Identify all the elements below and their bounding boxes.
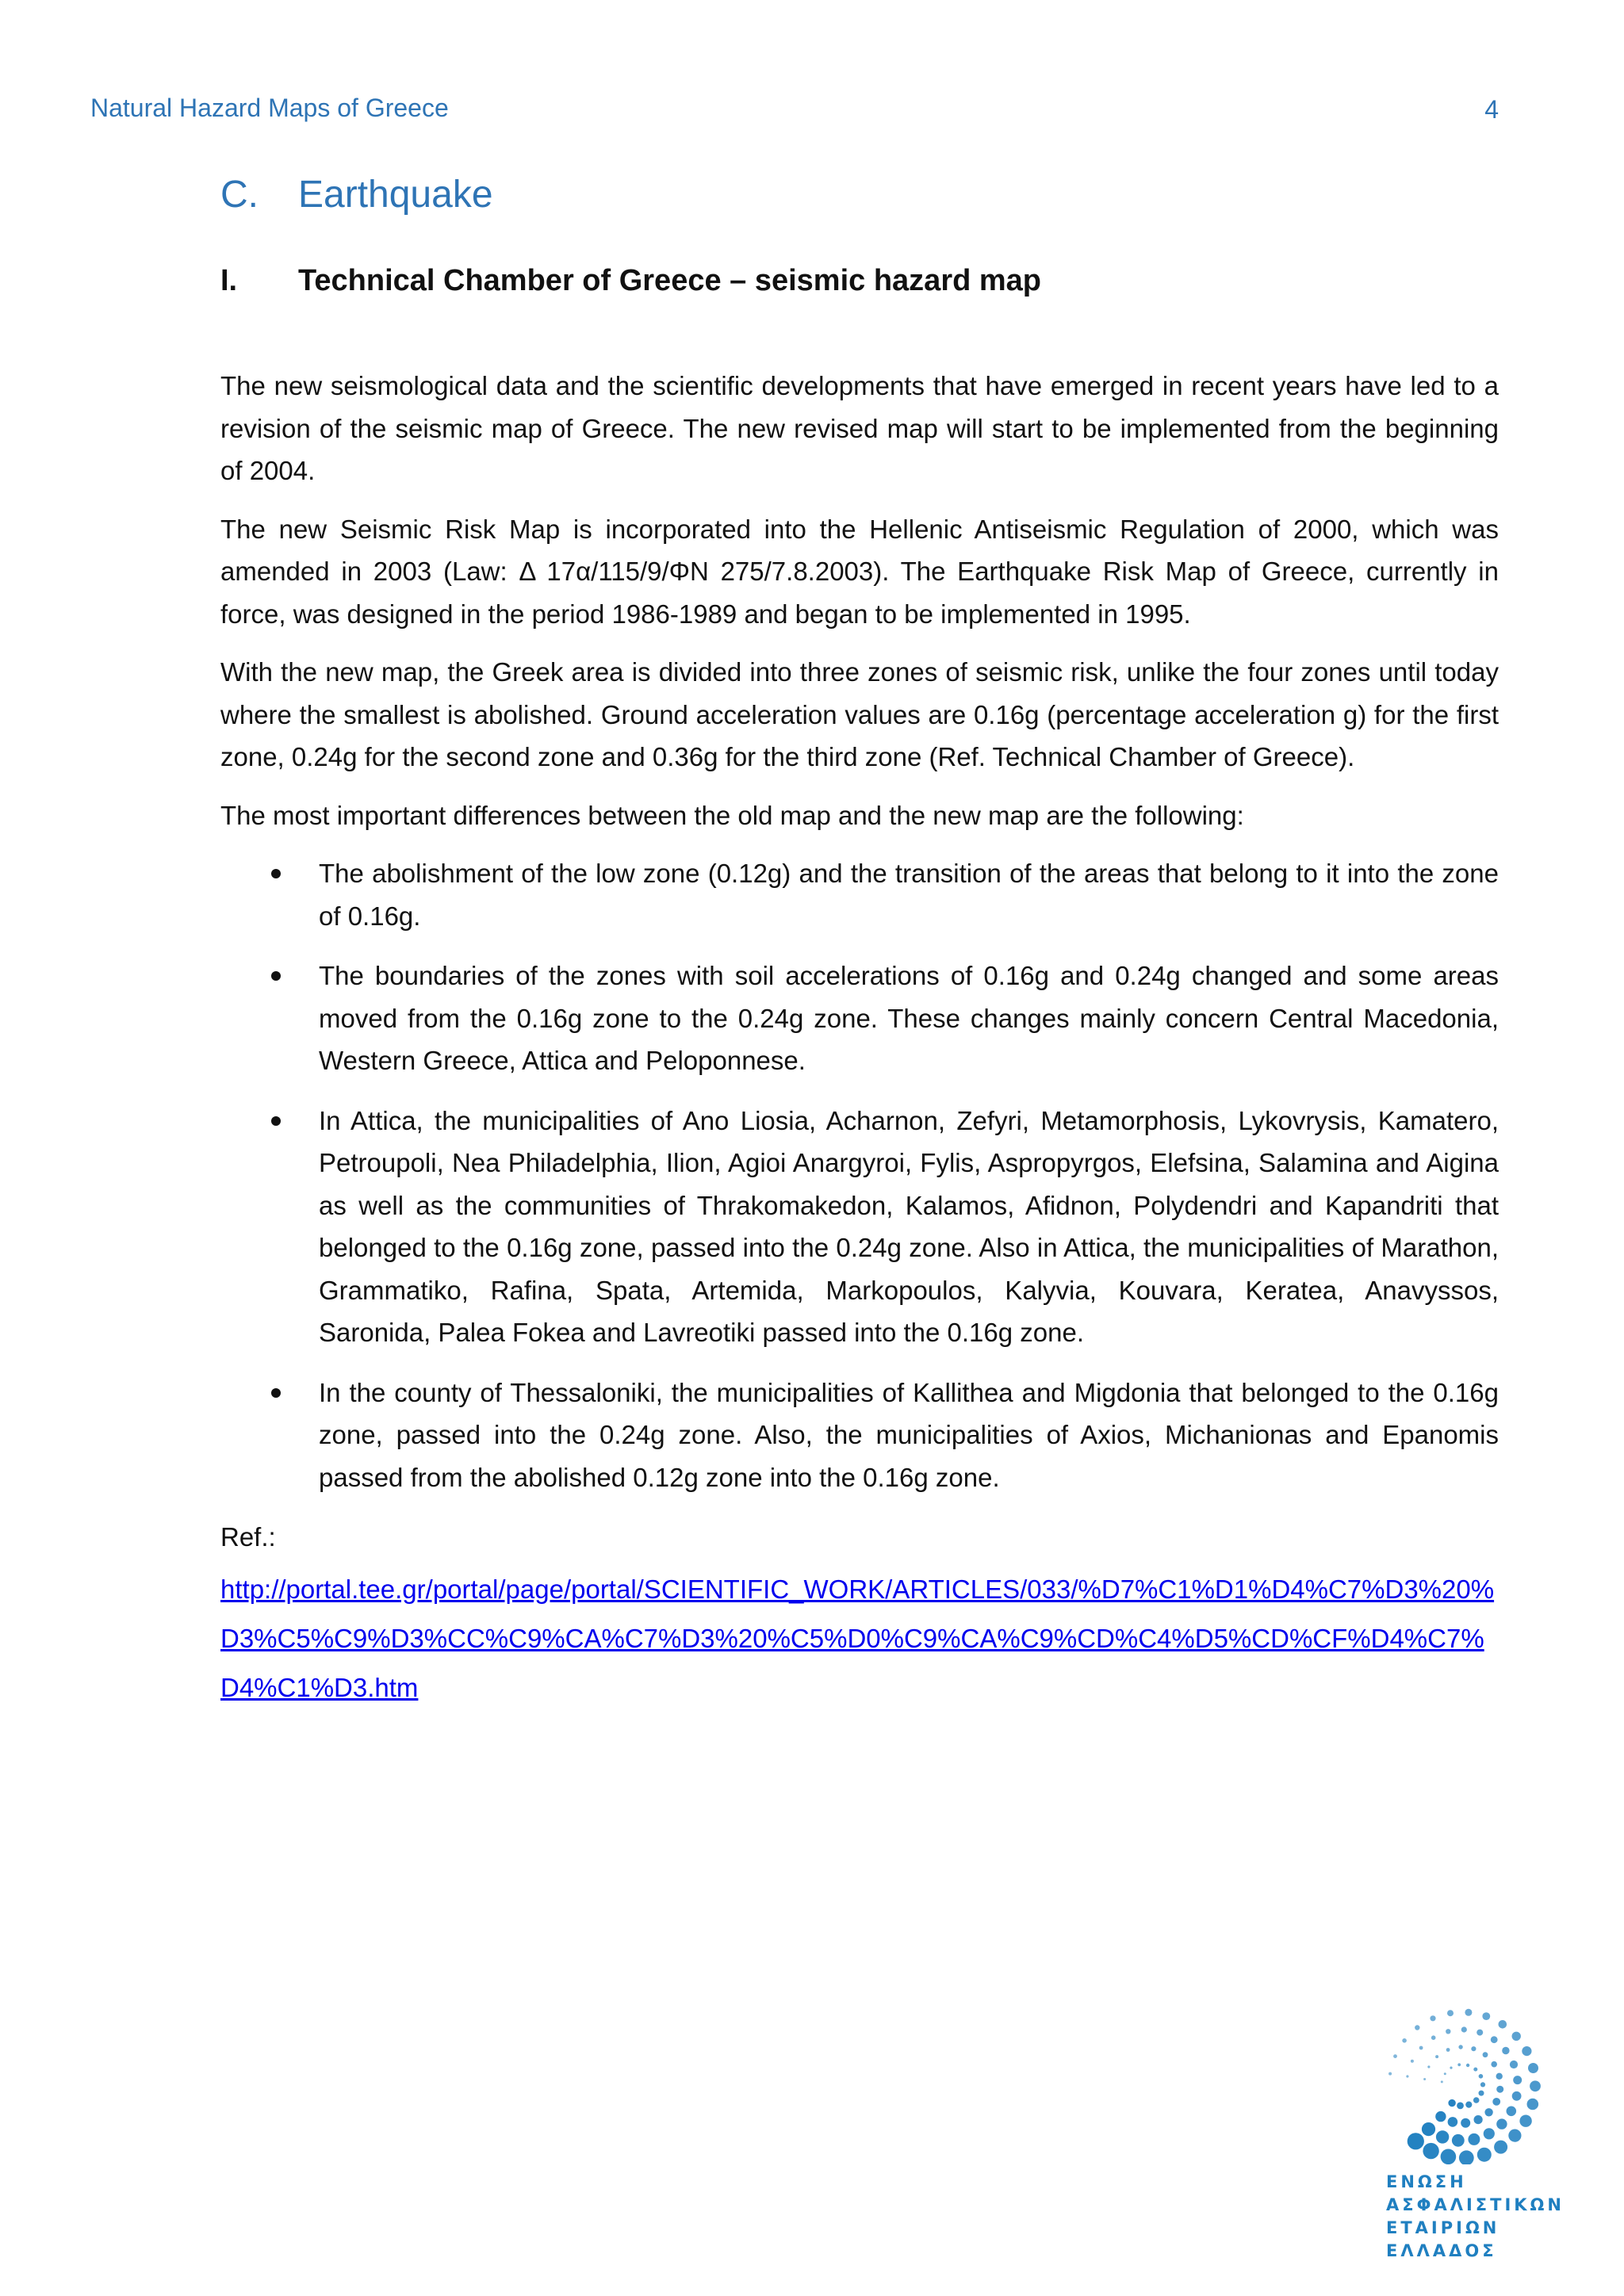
list-item: [220, 1372, 1499, 1499]
section-title: Earthquake: [298, 174, 493, 216]
paragraph: The most important differences between the old map and the new map are the following:: [220, 800, 1244, 830]
paragraph: With the new map, the Greek area is divided into three zones of seismic risk, unlike the four zones until today where the smallest is abolished. Ground acceleration values are 0.16g (percentage acceleration g) for the first zone, 0.24g for the second zone and 0.36g for the third zone (Ref. Technical Chamber of Greece).: [220, 657, 1499, 771]
logo-dot: [1484, 2108, 1492, 2116]
logo-dot: [1483, 2052, 1488, 2057]
page-number: 4: [1484, 95, 1499, 124]
list-item-text: In Attica, the municipalities of Ano Liosia, Acharnon, Zefyri, Metamorphosis, Lykovrysis, Kamatero, Petroupoli, Nea Philadelphia, Ilion, Agioi Anargyroi, Fylis, Aspropyrgos, Elefsina, Salamina and Aigina as well as the communities of Thrakomakedon, Kalamos, Afidnon, Polydendri and Kapandriti that belonged to the 0.16g zone, passed into the 0.24g zone. Also in Attica, the municipalities of Marathon, Grammatiko, Rafina, Spata, Artemida, Markopoulos, Kalyvia, Kouvara, Keratea, Anavyssos, Saronida, Palea Fokea and Lavreotiki passed into the 0.16g zone.: [319, 1105, 1499, 1347]
logo-dot: [1406, 2075, 1408, 2077]
subsection-title: Technical Chamber of Greece – seismic hazard map: [298, 264, 1042, 297]
logo-dot: [1435, 2111, 1446, 2122]
logo-dot: [1452, 2134, 1465, 2147]
bullet-icon: [271, 1388, 281, 1398]
logo-dot: [1484, 2128, 1495, 2139]
logo-dot: [1427, 2065, 1430, 2068]
logo-dot: [1459, 2150, 1474, 2164]
logo-dot: [1510, 2061, 1518, 2068]
logo-dot: [1448, 2099, 1455, 2107]
section-heading: [220, 168, 1499, 222]
logo-dot: [1473, 2068, 1477, 2072]
logo-dot: [1468, 2133, 1480, 2145]
logo-dot: [1507, 2107, 1517, 2117]
logo-dot: [1446, 2048, 1450, 2052]
logo-dot: [1479, 2091, 1484, 2096]
logo-dot: [1512, 2091, 1522, 2101]
logo-dot: [1447, 2010, 1454, 2016]
logo-dot: [1444, 2072, 1446, 2075]
logo-dot: [1477, 2148, 1492, 2162]
logo-dot: [1496, 2118, 1507, 2129]
logo-dot: [1491, 2036, 1498, 2043]
logo-dot: [1491, 2061, 1497, 2068]
paragraph: The new seismological data and the scientific developments that have emerged in recent years have led to a revision of the seismic map of Greece. The new revised map will start to be implemented from the beginning of 2004.: [220, 371, 1499, 485]
logo-dot: [1461, 2118, 1470, 2128]
list-item: [220, 852, 1499, 937]
subsection-number: I.: [220, 264, 238, 297]
logo-dot: [1388, 2072, 1392, 2076]
running-title: Natural Hazard Maps of Greece: [90, 94, 449, 122]
logo-dot: [1522, 2046, 1531, 2056]
logo-dot: [1492, 2098, 1500, 2106]
logo-dot: [1457, 2103, 1464, 2110]
logo-dot: [1435, 2055, 1438, 2058]
logo-dot: [1465, 2009, 1472, 2016]
differences-list: [220, 852, 1499, 1498]
paragraph: The new Seismic Risk Map is incorporated into the Hellenic Antiseismic Regulation of 2000, which was amended in 2003 (Law: Δ 17α/115/9/ΦΝ 275/7.8.2003). The Earthquake Risk Map of Greece, currently in force, was designed in the period 1986-1989 and began to be implemented in 1995.: [220, 514, 1499, 629]
logo-dot: [1458, 2045, 1462, 2049]
logo-dot: [1496, 2073, 1503, 2080]
dotted-circle-logo-icon: [1369, 2006, 1567, 2164]
logo-dot: [1402, 2038, 1407, 2043]
logo-dot: [1479, 2074, 1484, 2079]
subsection-heading: [220, 258, 1499, 303]
insurance-association-logo: [1369, 2006, 1567, 2275]
logo-text: [1386, 2171, 1567, 2263]
list-item: [220, 1100, 1499, 1354]
logo-dot: [1411, 2060, 1414, 2063]
bullet-icon: [271, 869, 281, 878]
reference-label: Ref.:: [220, 1522, 276, 1552]
bullet-icon: [271, 1116, 281, 1126]
logo-dot: [1530, 2080, 1541, 2091]
logo-line: ΕΝΩΣΗ: [1386, 2172, 1467, 2191]
logo-dot: [1494, 2141, 1507, 2154]
logo-dot: [1393, 2054, 1397, 2058]
logo-dot: [1496, 2086, 1503, 2093]
logo-dot: [1423, 2078, 1426, 2080]
list-item: [220, 955, 1499, 1082]
logo-dot: [1528, 2063, 1538, 2073]
logo-dot: [1499, 2020, 1507, 2029]
running-header: [90, 94, 1499, 132]
logo-dot: [1419, 2046, 1423, 2050]
logo-dot: [1436, 2130, 1449, 2143]
bullet-icon: [271, 971, 281, 981]
logo-dot: [1465, 2102, 1472, 2108]
logo-dot: [1441, 2149, 1457, 2165]
logo-dot: [1423, 2143, 1438, 2159]
logo-dot: [1512, 2032, 1521, 2041]
logo-dot: [1466, 2064, 1469, 2067]
main-content: [220, 168, 1499, 1712]
logo-dot: [1457, 2063, 1461, 2066]
list-item-text: The boundaries of the zones with soil accelerations of 0.16g and 0.24g changed and some areas moved from the 0.16g zone to the 0.24g zone. These changes mainly concern Central Macedonia, Western Greece, Attica and Peloponnese.: [319, 961, 1499, 1075]
logo-dot: [1461, 2026, 1467, 2032]
logo-dot: [1431, 2035, 1436, 2040]
body-text: [220, 365, 1499, 1712]
list-item-text: The abolishment of the low zone (0.12g) and the transition of the areas that belong to it into the zone of 0.16g.: [319, 859, 1499, 931]
logo-dot: [1450, 2067, 1452, 2069]
reference-link[interactable]: http://portal.tee.gr/portal/page/portal/SCIENTIFIC_WORK/ARTICLES/033/%D7%C1%D1%D4%C7%D3%20%D3%C5%C9%D3%CC%C9%CA%C7%D3%20%C5%D0%C9%CA%C9%CD%C4%D5%CD%CF%D4%C7%D4%C1%D3.htm: [220, 1574, 1495, 1702]
logo-dot: [1471, 2046, 1476, 2051]
logo-dot: [1480, 2082, 1485, 2087]
logo-line: ΕΛΛΑΔΟΣ: [1386, 2241, 1497, 2260]
logo-dot: [1446, 2029, 1450, 2034]
logo-dot: [1422, 2122, 1435, 2136]
section-number: C.: [220, 174, 259, 216]
logo-dot: [1415, 2025, 1419, 2030]
logo-dot: [1508, 2130, 1521, 2142]
logo-dot: [1448, 2117, 1458, 2127]
logo-dot: [1513, 2076, 1522, 2084]
logo-dot: [1441, 2080, 1443, 2083]
logo-dot: [1408, 2133, 1424, 2149]
logo-dot: [1474, 2115, 1483, 2124]
logo-dot: [1519, 2115, 1531, 2127]
logo-line: ΕΤΑΙΡΙΩΝ: [1386, 2218, 1500, 2237]
logo-dot: [1430, 2015, 1435, 2021]
logo-dot: [1502, 2047, 1509, 2054]
logo-dot: [1527, 2099, 1539, 2110]
logo-dot: [1473, 2097, 1480, 2103]
logo-line: ΑΣΦΑΛΙΣΤΙΚΩΝ: [1386, 2195, 1565, 2214]
list-item-text: In the county of Thessaloniki, the municipalities of Kallithea and Migdonia that belonged to the 0.16g zone, passed into the 0.24g zone. Also, the municipalities of Axios, Michanionas and Epanomis passed from the abolished 0.12g zone into the 0.16g zone.: [319, 1377, 1499, 1492]
logo-dot: [1477, 2030, 1483, 2036]
logo-dot: [1482, 2012, 1490, 2020]
